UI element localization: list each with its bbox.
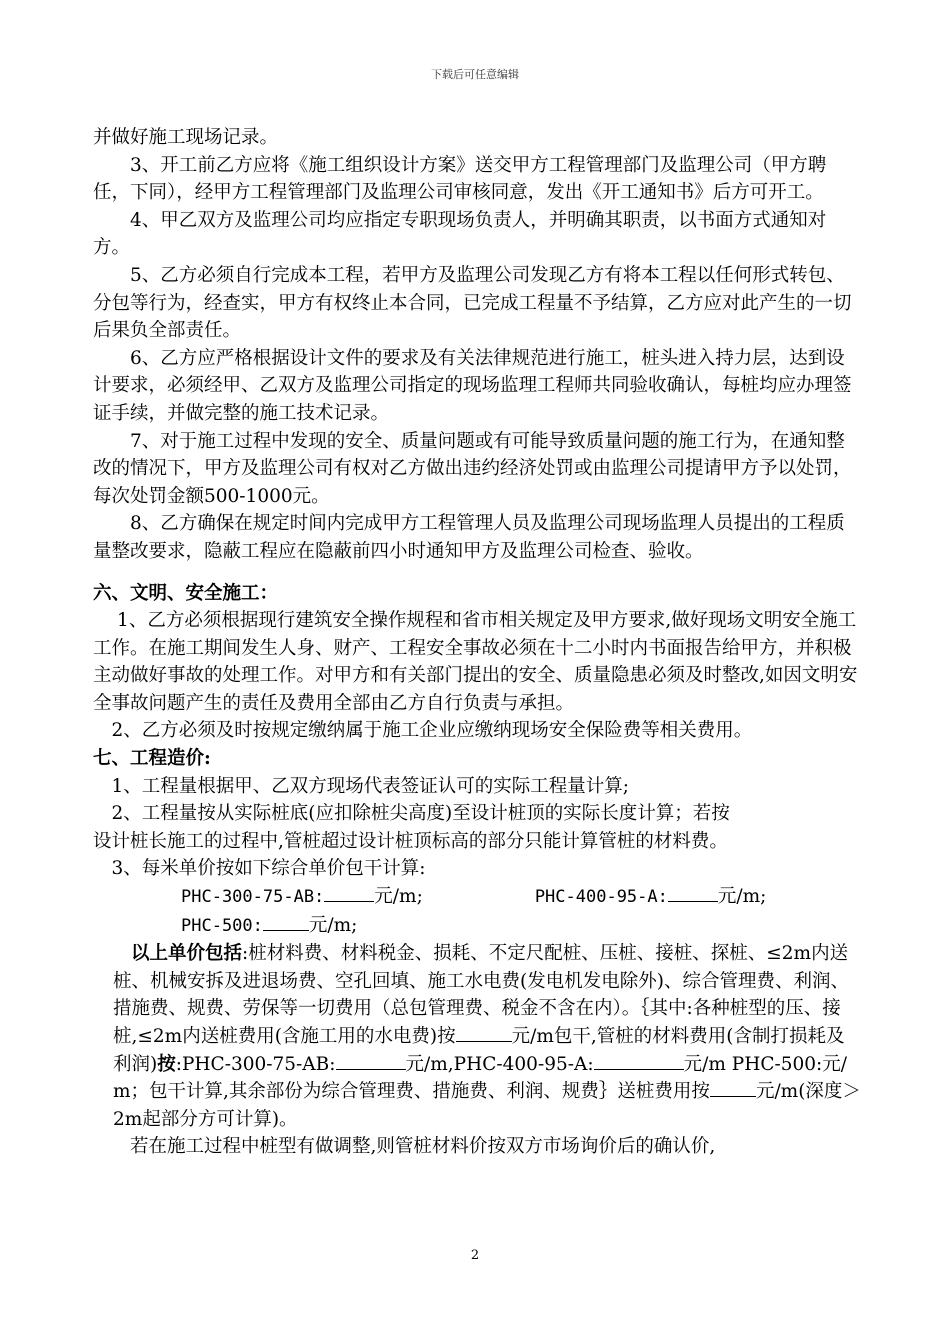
section-7-title: 七、工程造价: (93, 748, 211, 770)
section-7-item-2: 2、工程量按从实际桩底(应扣除桩尖高度)至设计桩顶的实际长度计算；若按 (111, 803, 730, 825)
price-3-label: PHC-500: (181, 915, 263, 936)
inclusion-text: :桩材料费、材料税金、损耗、不定尺配桩、压桩、接桩、探桩、≤2m内送桩、机械安拆及进退场费、空孔回填、施工水电费(发电机发电除外)、综合管理费、利润、措施费、规费、劳保等一切费用（总包管理费、税金不含在内）。｛其中:各种桩型的压、接桩,≤2m内送桩费用(含施工用的水电费)按 (113, 943, 849, 1047)
page-header: 下载后可任意编辑 (431, 68, 519, 81)
paragraph-0: 并做好施工现场记录。 (93, 127, 279, 148)
price-3-unit: 元/m; (308, 914, 358, 936)
material-price-blank-1 (336, 1051, 406, 1070)
section-6-item-2: 2、乙方必须及时按规定缴纳属于施工企业应缴纳现场安全保险费等相关费用。 (111, 720, 753, 742)
paragraph-6: 6、乙方应严格根据设计文件的要求及有关法律规范进行施工，桩头进入持力层，达到设计要求，必须经甲、乙双方及监理公司指定的现场监理工程师共同验收确认，每桩均应办理签证手续，并做完整的施工技术记录。 (93, 347, 852, 424)
page-number: 2 (470, 1248, 480, 1263)
inclusion-text-4: 元/m,PHC-400-95-A: (405, 1053, 594, 1075)
price-inclusion-block (93, 940, 861, 1133)
section-7-item-3: 3、每米单价按如下综合单价包干计算: (111, 858, 426, 880)
inclusion-heading: 以上单价包括 (131, 943, 243, 965)
inclusion-text-7: 元/m(深度＞2m起部分方可计算)。 (113, 1081, 861, 1130)
material-price-blank-2 (594, 1051, 684, 1070)
paragraph-3: 3、开工前乙方应将《施工组织设计方案》送交甲方工程管理部门及监理公司（甲方聘任，下同），经甲方工程管理部门及监理公司审核同意，发出《开工通知书》后方可开工。 (93, 154, 827, 204)
inclusion-text-5: 元/m PHC-500: (683, 1053, 823, 1075)
section-7-item-1: 1、工程量根据甲、乙双方现场代表签证认可的实际工程量计算; (111, 775, 630, 797)
price-3-blank (263, 912, 309, 931)
price-2-blank (668, 883, 718, 902)
paragraph-8: 8、乙方确保在规定时间内完成甲方工程管理人员及监理公司现场监理人员提出的工程质量整改要求，隐蔽工程应在隐蔽前四小时通知甲方及监理公司检查、验收。 (93, 513, 845, 562)
price-1-unit: 元/m; (374, 886, 423, 908)
price-2-label: PHC-400-95-A: (534, 887, 668, 908)
price-2-unit: 元/m; (717, 886, 767, 908)
section-6-title: 六、文明、安全施工： (93, 582, 279, 604)
paragraph-5: 5、乙方必须自行完成本工程，若甲方及监理公司发现乙方有将本工程以任何形式转包、分包等行为，经查实，甲方有权终止本合同，已完成工程量不予结算，乙方应对此产生的一切后果负全部责任。 (93, 264, 852, 342)
price-line-1 (93, 883, 861, 912)
paragraph-4: 4、甲乙双方及监理公司均应指定专职现场负责人，并明确其职责，以书面方式通知对方。 (93, 209, 827, 259)
inclusion-heading-2: 按 (157, 1053, 176, 1075)
install-price-blank (456, 1023, 512, 1042)
pile-feeding-price-blank (710, 1078, 756, 1097)
inclusion-text-3: :PHC-300-75-AB: (175, 1053, 336, 1075)
section-6-item-1: 1、乙方必须根据现行建筑安全操作规程和省市相关规定及甲方要求,做好现场文明安全施工工作。在施工期间发生人身、财产、工程安全事故必须在十二小时内书面报告给甲方，并积极主动做好事故的处理工作。对甲方和有关部门提出的安全、质量隐患必须及时整改,如因文明安全事故问题产生的责任及费用全部由乙方自行负责与承担。 (93, 610, 858, 714)
inclusion-text-2: 元/m包干,管桩的材料费用(含制打损耗及利润) (113, 1026, 845, 1075)
adjustment-paragraph: 若在施工过程中桩型有做调整,则管桩材料价按双方市场询价后的确认价, (130, 1136, 716, 1158)
inclusion-text-6: 元/m；包干计算,其余部份为综合管理费、措施费、利润、规费｝送桩费用按 (113, 1053, 848, 1103)
price-line-2 (93, 912, 861, 941)
section-7-item-2-cont: 设计桩长施工的过程中,管桩超过设计桩顶标高的部分只能计算管桩的材料费。 (93, 830, 728, 852)
price-1-label: PHC-300-75-AB: (181, 887, 325, 908)
price-1-blank (324, 883, 374, 902)
document-body (93, 124, 861, 1161)
paragraph-7: 7、对于施工过程中发现的安全、质量问题或有可能导致质量问题的施工行为，在通知整改的情况下，甲方及监理公司有权对乙方做出违约经济处罚或由监理公司提请甲方予以处罚，每次处罚金额500-1000元。 (93, 430, 852, 507)
